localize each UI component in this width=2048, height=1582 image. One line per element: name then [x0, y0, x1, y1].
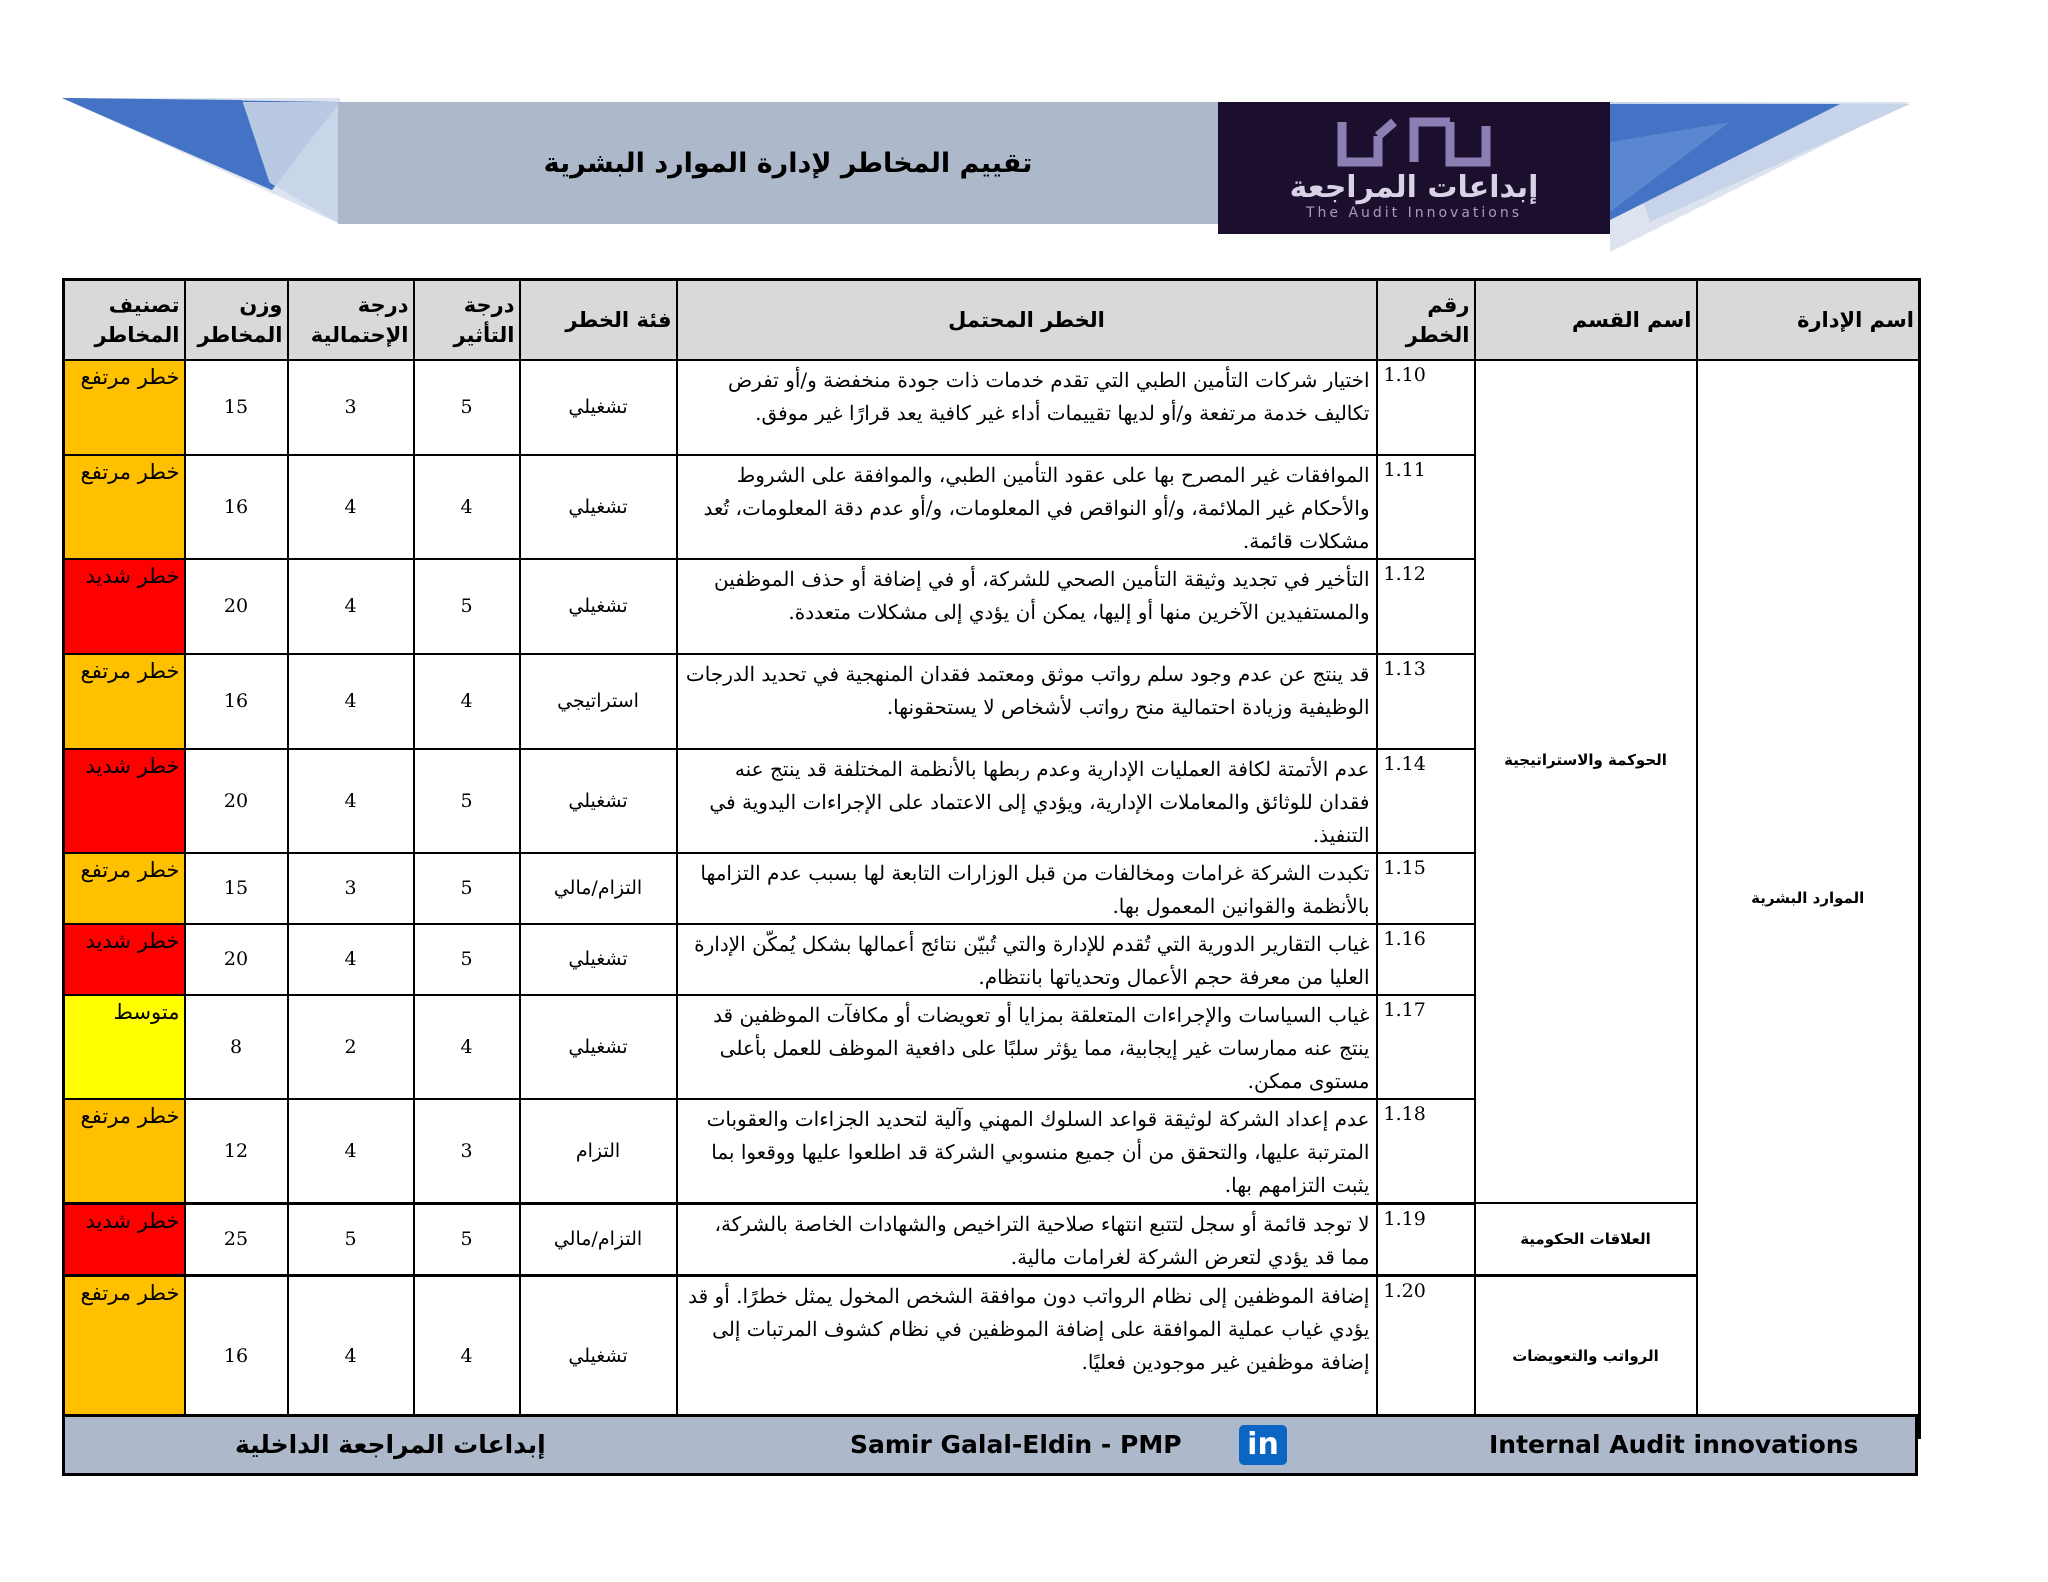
- risk-classification: خطر مرتفع: [64, 853, 185, 924]
- risk-probability: 4: [288, 924, 414, 995]
- risk-weight: 25: [185, 1203, 288, 1275]
- risk-classification: خطر شديد: [64, 749, 185, 853]
- risk-impact: 3: [414, 1099, 520, 1204]
- risk-id: 1.15: [1377, 853, 1475, 924]
- risk-id: 1.17: [1377, 995, 1475, 1099]
- risk-id: 1.16: [1377, 924, 1475, 995]
- risk-category: تشغيلي: [520, 559, 677, 654]
- risk-category: تشغيلي: [520, 360, 677, 455]
- risk-id: 1.11: [1377, 455, 1475, 559]
- department-hr: الموارد البشرية: [1697, 360, 1920, 1438]
- risk-assessment-table: [62, 278, 1921, 1439]
- header-risk-number: رقم الخطر: [1377, 280, 1475, 360]
- risk-description: لا توجد قائمة أو سجل لتتبع انتهاء صلاحية التراخيص والشهادات الخاصة بالشركة، مما قد يؤدي لتعرض الشركة لغرامات مالية.: [677, 1203, 1377, 1275]
- risk-probability: 3: [288, 360, 414, 455]
- risk-weight: 20: [185, 559, 288, 654]
- risk-id: 1.10: [1377, 360, 1475, 455]
- header-probability: درجة الإحتمالية: [288, 280, 414, 360]
- risk-classification: خطر شديد: [64, 559, 185, 654]
- risk-impact: 4: [414, 654, 520, 749]
- risk-impact: 5: [414, 1203, 520, 1275]
- risk-classification: خطر مرتفع: [64, 1099, 185, 1204]
- risk-classification: خطر شديد: [64, 924, 185, 995]
- header-right-decoration: [1610, 102, 1910, 252]
- risk-description: عدم إعداد الشركة لوثيقة قواعد السلوك المهني وآلية لتحديد الجزاءات والعقوبات المترتبة عليها، والتحقق من أن جميع منسوبي الشركة قد اطلعوا عليها ووقعوا بما يثبت التزامهم بها.: [677, 1099, 1377, 1204]
- risk-description: عدم الأتمتة لكافة العمليات الإدارية وعدم ربطها بالأنظمة المختلفة قد ينتج عنه فقدان للوثائق والمعاملات الإدارية، ويؤدي إلى الاعتماد على الإجراءات اليدوية في التنفيذ.: [677, 749, 1377, 853]
- risk-probability: 3: [288, 853, 414, 924]
- risk-description: قد ينتج عن عدم وجود سلم رواتب موثق ومعتمد فقدان المنهجية في تحديد الدرجات الوظيفية وزيادة احتمالية منح رواتب لأشخاص لا يستحقونها.: [677, 654, 1377, 749]
- header-classification: تصنيف المخاطر: [64, 280, 185, 360]
- risk-weight: 12: [185, 1099, 288, 1204]
- logo-mark-icon: [1334, 116, 1494, 168]
- section-governance-label: الحوكمة والاستراتيجية: [1504, 750, 1667, 769]
- header-left-decoration: [62, 98, 340, 224]
- table-row: [64, 1203, 1920, 1275]
- risk-weight: 16: [185, 1275, 288, 1437]
- risk-classification: خطر مرتفع: [64, 1275, 185, 1437]
- company-logo: [1218, 102, 1610, 234]
- risk-probability: 5: [288, 1203, 414, 1275]
- risk-description: الموافقات غير المصرح بها على عقود التأمين الطبي، والموافقة على الشروط والأحكام غير الملائمة، و/أو النواقص في المعلومات، و/أو عدم دقة المعلومات، تُعد مشكلات قائمة.: [677, 455, 1377, 559]
- header-department: اسم الإدارة: [1697, 280, 1920, 360]
- table-row: [64, 1275, 1920, 1437]
- section-payroll: الرواتب والتعويضات: [1475, 1275, 1697, 1437]
- footer-english-brand: Internal Audit innovations: [1489, 1430, 1859, 1459]
- risk-category: تشغيلي: [520, 1275, 677, 1437]
- header-section: اسم القسم: [1475, 280, 1697, 360]
- risk-id: 1.13: [1377, 654, 1475, 749]
- risk-classification: خطر مرتفع: [64, 654, 185, 749]
- risk-weight: 8: [185, 995, 288, 1099]
- risk-probability: 4: [288, 654, 414, 749]
- risk-impact: 5: [414, 559, 520, 654]
- risk-category: تشغيلي: [520, 455, 677, 559]
- risk-category: تشغيلي: [520, 924, 677, 995]
- page-footer: [62, 1414, 1918, 1476]
- risk-classification: خطر مرتفع: [64, 455, 185, 559]
- risk-weight: 15: [185, 853, 288, 924]
- risk-weight: 20: [185, 924, 288, 995]
- risk-weight: 16: [185, 654, 288, 749]
- risk-probability: 4: [288, 455, 414, 559]
- risk-probability: 4: [288, 749, 414, 853]
- risk-id: 1.18: [1377, 1099, 1475, 1204]
- risk-classification: متوسط: [64, 995, 185, 1099]
- risk-probability: 4: [288, 1099, 414, 1204]
- risk-impact: 5: [414, 924, 520, 995]
- risk-classification: خطر مرتفع: [64, 360, 185, 455]
- risk-id: 1.14: [1377, 749, 1475, 853]
- header-band: [338, 102, 1218, 224]
- risk-impact: 4: [414, 455, 520, 559]
- risk-weight: 20: [185, 749, 288, 853]
- risk-impact: 4: [414, 1275, 520, 1437]
- risk-id: 1.12: [1377, 559, 1475, 654]
- risk-description: غياب التقارير الدورية التي تُقدم للإدارة والتي تُبيّن نتائج أعمالها بشكل يُمكّن الإدارة العليا من معرفة حجم الأعمال وتحدياتها بانتظام.: [677, 924, 1377, 995]
- risk-classification: خطر شديد: [64, 1203, 185, 1275]
- table-row: [64, 360, 1920, 455]
- risk-impact: 5: [414, 749, 520, 853]
- risk-probability: 2: [288, 995, 414, 1099]
- linkedin-icon[interactable]: in: [1239, 1425, 1287, 1465]
- risk-id: 1.20: [1377, 1275, 1475, 1437]
- risk-description: اختيار شركات التأمين الطبي التي تقدم خدمات ذات جودة منخفضة و/أو تفرض تكاليف خدمة مرتفعة و/أو لديها تقييمات أداء غير كافية يعد قرارًا غير موفق.: [677, 360, 1377, 455]
- logo-english-text: The Audit Innovations: [1305, 204, 1523, 221]
- page-title: تقييم المخاطر لإدارة الموارد البشرية: [543, 147, 1033, 179]
- table-header-row: [64, 280, 1920, 360]
- footer-arabic-brand: إبداعات المراجعة الداخلية: [235, 1430, 546, 1459]
- header-risk: الخطر المحتمل: [677, 280, 1377, 360]
- section-gov-relations: العلاقات الحكومية: [1475, 1203, 1697, 1275]
- risk-description: غياب السياسات والإجراءات المتعلقة بمزايا أو تعويضات أو مكافآت الموظفين قد ينتج عنه ممارسات غير إيجابية، مما يؤثر سلبًا على دافعية الموظف للعمل بأعلى مستوى ممكن.: [677, 995, 1377, 1099]
- header-weight: وزن المخاطر: [185, 280, 288, 360]
- risk-category: التزام/مالي: [520, 853, 677, 924]
- risk-impact: 5: [414, 360, 520, 455]
- risk-weight: 16: [185, 455, 288, 559]
- footer-author: Samir Galal-Eldin - PMP: [850, 1430, 1182, 1459]
- risk-category: تشغيلي: [520, 995, 677, 1099]
- risk-id: 1.19: [1377, 1203, 1475, 1275]
- section-governance: [1475, 360, 1697, 1204]
- logo-arabic-text: إبداعات المراجعة: [1289, 169, 1539, 205]
- header-impact: درجة التأثير: [414, 280, 520, 360]
- risk-description: التأخير في تجديد وثيقة التأمين الصحي للشركة، أو في إضافة أو حذف الموظفين والمستفيدين الآخرين منها أو إليها، يمكن أن يؤدي إلى مشكلات متعددة.: [677, 559, 1377, 654]
- risk-category: تشغيلي: [520, 749, 677, 853]
- risk-category: التزام: [520, 1099, 677, 1204]
- risk-category: التزام/مالي: [520, 1203, 677, 1275]
- header-category: فئة الخطر: [520, 280, 677, 360]
- risk-category: استراتيجي: [520, 654, 677, 749]
- risk-weight: 15: [185, 360, 288, 455]
- risk-probability: 4: [288, 559, 414, 654]
- risk-probability: 4: [288, 1275, 414, 1437]
- risk-description: تكبدت الشركة غرامات ومخالفات من قبل الوزارات التابعة لها بسبب عدم التزامها بالأنظمة والقوانين المعمول بها.: [677, 853, 1377, 924]
- risk-impact: 5: [414, 853, 520, 924]
- risk-impact: 4: [414, 995, 520, 1099]
- risk-description: إضافة الموظفين إلى نظام الرواتب دون موافقة الشخص المخول يمثل خطرًا. أو قد يؤدي غياب عملية الموافقة على إضافة الموظفين في نظام كشوف المرتبات إلى إضافة موظفين غير موجودين فعليًا.: [677, 1275, 1377, 1437]
